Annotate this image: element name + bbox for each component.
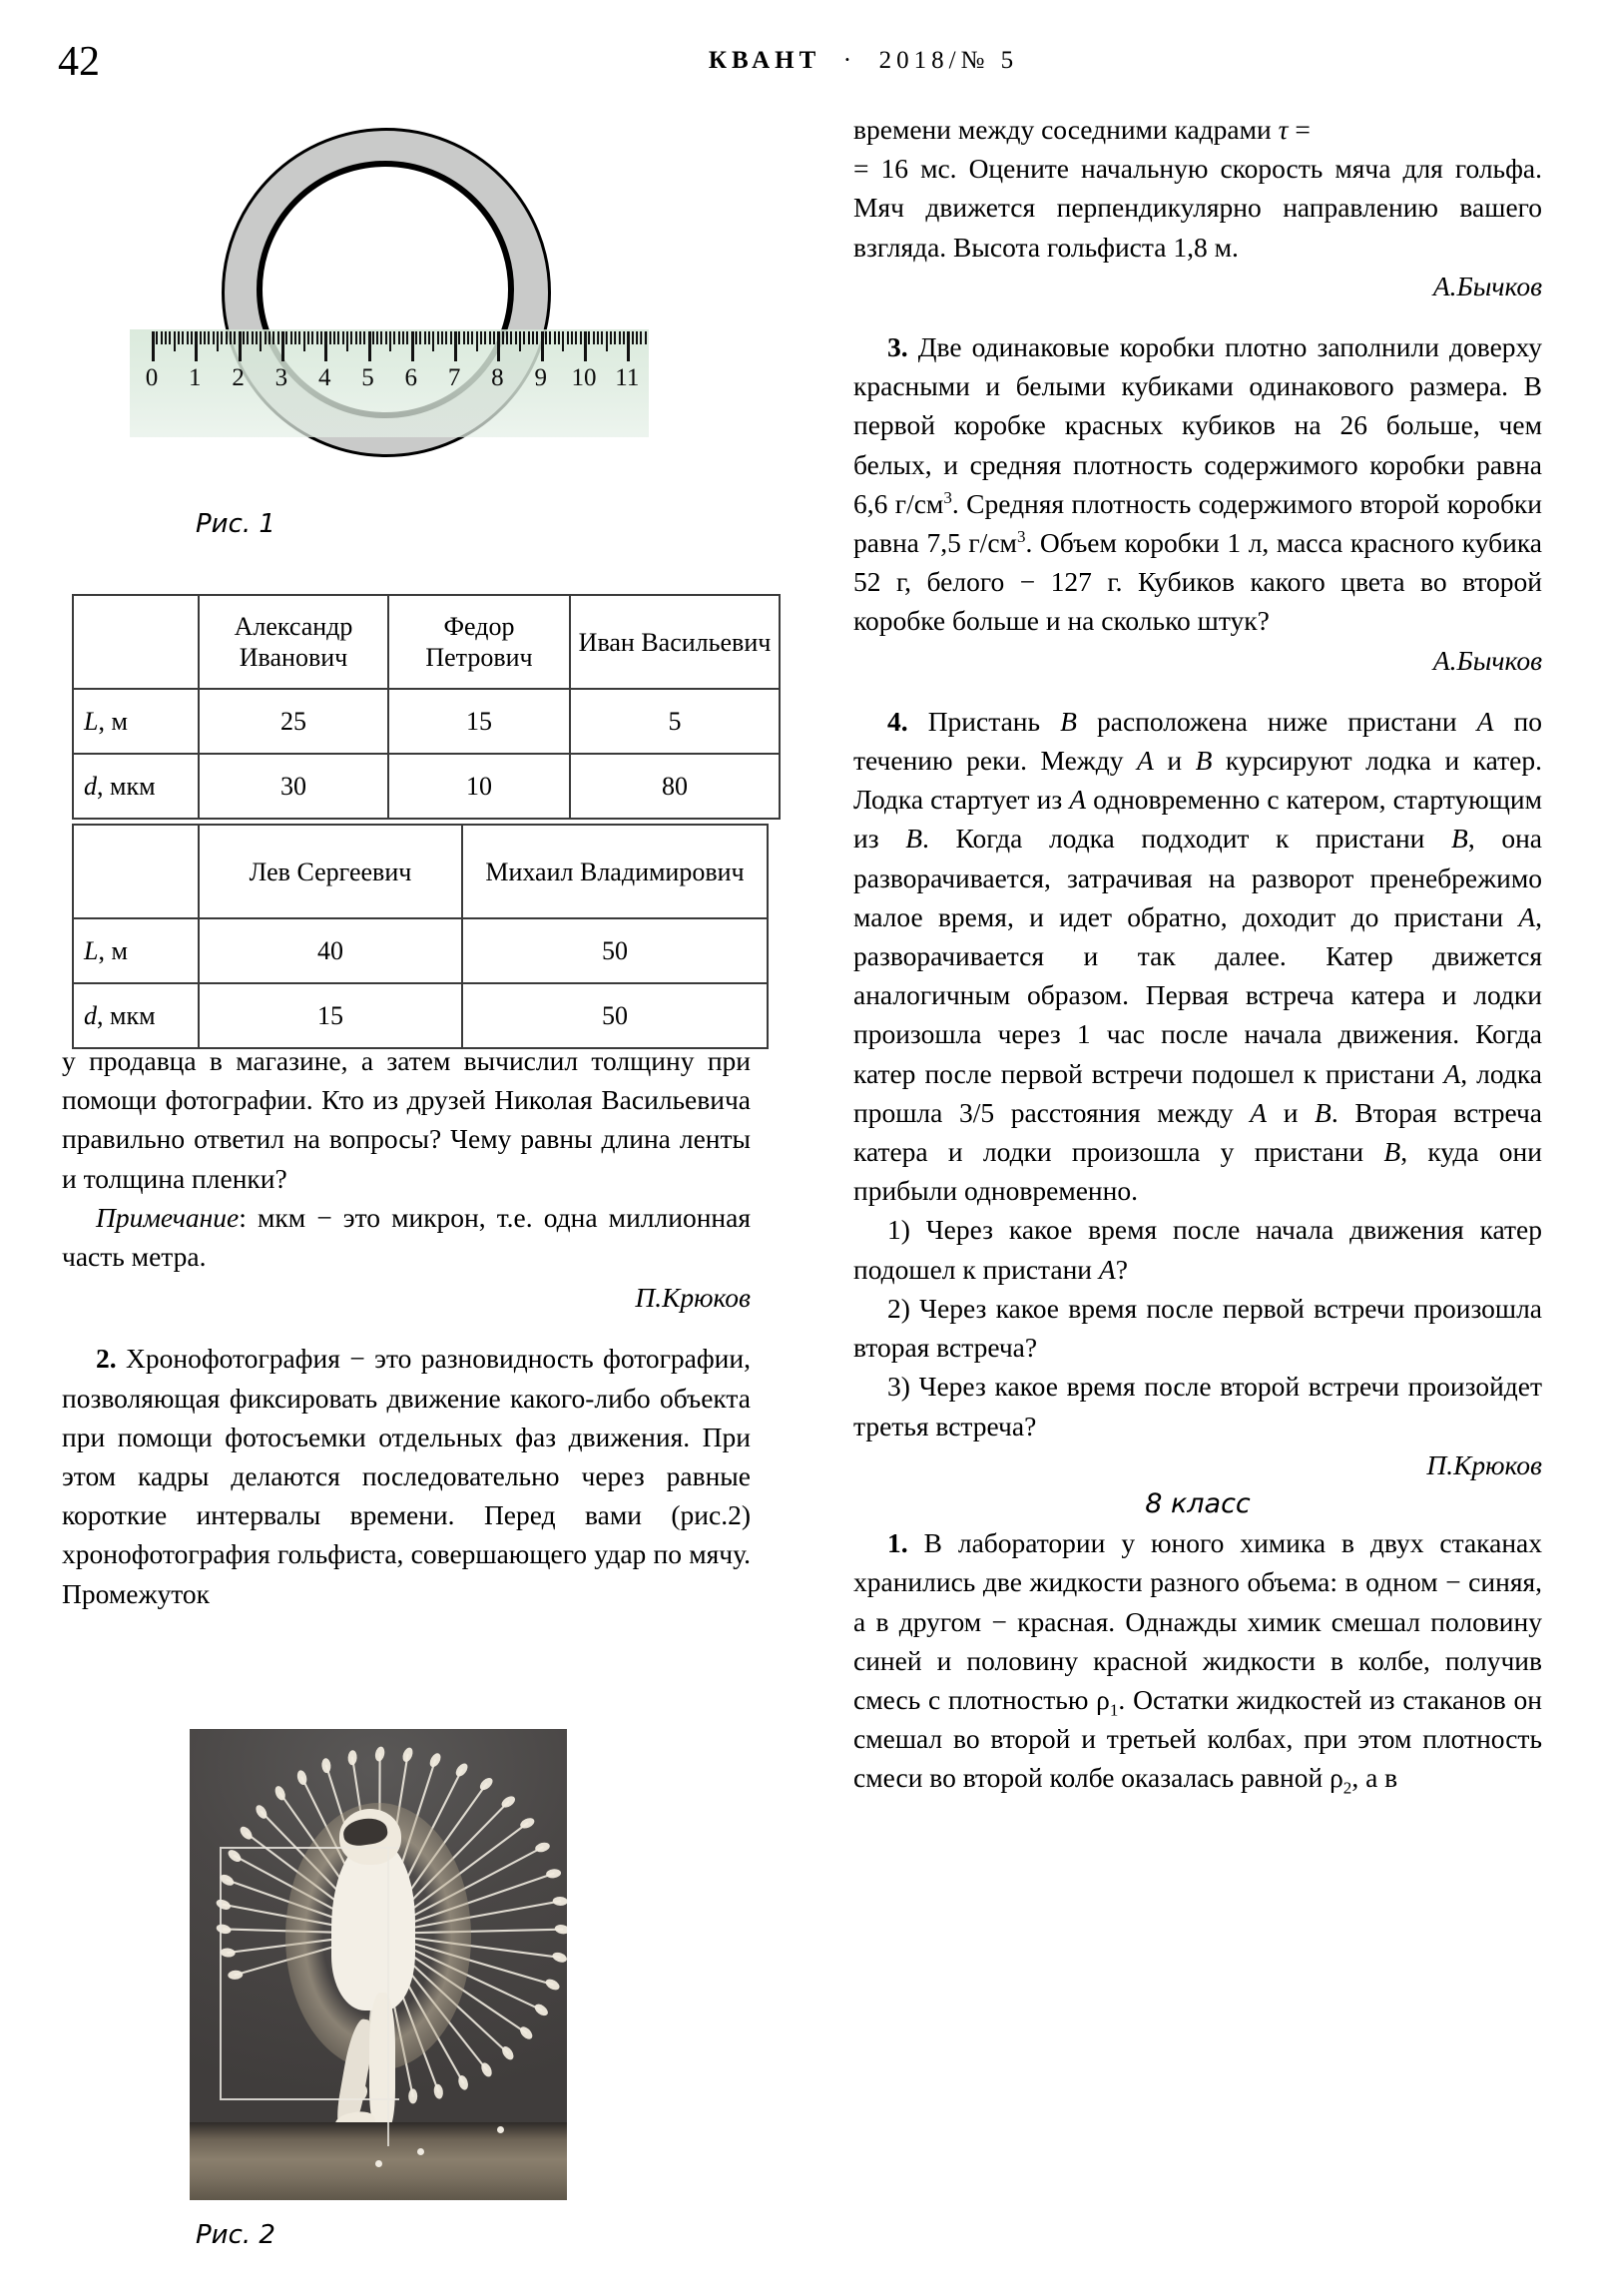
table-cell: 50 bbox=[462, 983, 768, 1048]
ruler-label-1: 1 bbox=[189, 364, 202, 391]
ruler-tick-minor bbox=[272, 331, 274, 344]
runhead-separator: · bbox=[842, 47, 857, 74]
ruler-tick-minor bbox=[350, 331, 352, 344]
exponent: 3 bbox=[1016, 526, 1026, 546]
golf-ball-mark bbox=[375, 2160, 382, 2167]
problem-author: П.Крюков bbox=[635, 1282, 751, 1314]
ruler-tick-minor bbox=[372, 331, 374, 344]
measurement-box-overlay bbox=[220, 1847, 399, 2100]
subquestion-number: 1) bbox=[887, 1214, 910, 1246]
ruler-tick-minor bbox=[506, 331, 508, 344]
text-run: , она разворачивается, затрачивая на разворот пренебрежимо малое время, и идет обратно, доходит до пристани bbox=[853, 823, 1542, 932]
page-number: 42 bbox=[58, 39, 100, 85]
ruler-tick-minor bbox=[519, 331, 521, 351]
club-head-trace bbox=[457, 2074, 470, 2091]
ruler-tick-minor bbox=[243, 331, 245, 344]
section-heading-grade: 8 класс bbox=[1145, 1487, 1251, 1519]
paragraph-note bbox=[62, 1198, 751, 1276]
problem-number: 3. bbox=[887, 331, 908, 363]
text-run: Пристань bbox=[907, 705, 1061, 737]
figure-2-chronophotograph bbox=[190, 1729, 567, 2200]
table-row bbox=[73, 983, 768, 1048]
ruler-tick-minor bbox=[303, 331, 305, 351]
ruler-tick-minor bbox=[406, 331, 408, 344]
measurement-vertical-line bbox=[387, 1847, 389, 2146]
ruler-tick-major bbox=[627, 331, 630, 361]
ruler-tick-minor bbox=[476, 331, 478, 351]
ruler-tick-minor bbox=[575, 331, 577, 344]
ruler-tick-minor bbox=[532, 331, 534, 344]
table-cell: 10 bbox=[388, 754, 570, 819]
text-run: , куда они прибыли одновременно. bbox=[853, 1136, 1542, 1207]
ruler-tick-minor bbox=[632, 331, 634, 344]
table-header-cell: Лев Сергеевич bbox=[199, 825, 462, 918]
ruler-tick-minor bbox=[636, 331, 638, 344]
ruler-tick-minor bbox=[558, 331, 560, 344]
ruler-tick-major bbox=[239, 331, 242, 361]
ruler-tick-marks bbox=[130, 329, 649, 363]
ruler-tick-minor bbox=[645, 331, 647, 344]
table-row bbox=[73, 754, 780, 819]
ruler-tick-minor bbox=[359, 331, 361, 344]
club-head-trace bbox=[551, 1951, 567, 1964]
ruler-tick-minor bbox=[419, 331, 421, 344]
text-run: и bbox=[1153, 745, 1196, 777]
ruler-tick-minor bbox=[208, 331, 210, 344]
ruler-tick-minor bbox=[204, 331, 206, 344]
tau-symbol: τ bbox=[1278, 114, 1289, 145]
problem-number: 1. bbox=[887, 1527, 908, 1559]
text-run: В лаборатории у юного химика в двух стаканах хранились две жидкости разного объема: в одном − синяя, а в другом − красная. Однажды химик смешал половину синей и половину красной жидкости в колбе, получив смесь с плотностью bbox=[853, 1527, 1542, 1715]
point-label-b: B bbox=[1315, 1096, 1331, 1128]
figure-2-caption: Рис. 2 bbox=[196, 2220, 275, 2250]
ruler-tick-minor bbox=[424, 331, 426, 344]
ruler-tick-minor bbox=[355, 331, 357, 344]
exponent: 3 bbox=[943, 487, 952, 507]
table-cell: 50 bbox=[462, 918, 768, 983]
ruler-number-labels bbox=[130, 363, 649, 403]
ruler-tick-minor bbox=[428, 331, 430, 344]
text-run: времени между соседними кадрами bbox=[853, 114, 1279, 145]
ruler-tick-minor bbox=[156, 331, 158, 344]
club-head-trace bbox=[534, 1841, 551, 1854]
club-head-trace bbox=[347, 1750, 357, 1765]
table-header-cell: Иван Васильевич bbox=[570, 595, 780, 689]
rho-subscript: 1 bbox=[1109, 1700, 1119, 1720]
text-run: ? bbox=[1115, 1253, 1128, 1285]
club-head-trace bbox=[321, 1758, 331, 1774]
ruler-tick-minor bbox=[415, 331, 417, 344]
table-row bbox=[73, 595, 780, 689]
ruler-tick-minor bbox=[554, 331, 556, 344]
ruler-label-3: 3 bbox=[274, 364, 288, 391]
ruler-label-0: 0 bbox=[145, 364, 159, 391]
club-head-trace bbox=[478, 1776, 495, 1793]
club-head-trace bbox=[427, 1751, 442, 1768]
ruler-tick-minor bbox=[562, 331, 564, 351]
table-friends-1 bbox=[72, 594, 781, 820]
ruler-tick-minor bbox=[226, 331, 228, 344]
ruler-tick-minor bbox=[178, 331, 180, 344]
ruler-tick-minor bbox=[277, 331, 279, 344]
ruler-tick-minor bbox=[320, 331, 322, 344]
ruler-tick-minor bbox=[528, 331, 530, 344]
point-label-a: A bbox=[1069, 784, 1087, 816]
golf-ball-mark bbox=[417, 2148, 424, 2155]
ruler-tick-minor bbox=[316, 331, 318, 344]
ruler-tick-minor bbox=[298, 331, 300, 344]
ruler-tick-minor bbox=[593, 331, 595, 344]
ruler-tick-minor bbox=[200, 331, 202, 344]
runhead-issue: 2018/№ 5 bbox=[878, 47, 1019, 74]
ruler-tick-minor bbox=[265, 331, 266, 344]
table-row-label: d, мкм bbox=[73, 983, 199, 1048]
ruler-tick-minor bbox=[437, 331, 439, 344]
ruler-tick-minor bbox=[290, 331, 292, 344]
ruler-tick-minor bbox=[230, 331, 232, 344]
ruler-tick-minor bbox=[610, 331, 612, 344]
ruler-tick-minor bbox=[389, 331, 391, 351]
ruler-label-8: 8 bbox=[491, 364, 504, 391]
subquestion-3 bbox=[853, 1367, 1542, 1444]
table-row-label: d, мкм bbox=[73, 754, 199, 819]
running-head bbox=[0, 44, 1597, 78]
ruler-tick-minor bbox=[217, 331, 219, 351]
table-cell: 5 bbox=[570, 689, 780, 754]
ruler-tick-minor bbox=[333, 331, 335, 344]
text-run: одновременно с катером, стартующим из bbox=[853, 784, 1542, 855]
ruler-tick-minor bbox=[510, 331, 512, 344]
paragraph-continuation-2: = 16 мс. Оцените начальную скорость мяча для гольфа. Мяч движется перпендикулярно направлению вашего взгляда. Высота гольфиста 1,8 м. bbox=[853, 153, 1542, 263]
problem-body-c: . Объем коробки 1 л, масса красного кубика 52 г, белого − 127 г. Кубиков какого цвета во второй коробке больше и на сколько штук? bbox=[853, 527, 1542, 637]
problem-number: 2. bbox=[96, 1343, 117, 1375]
ruler-tick-minor bbox=[463, 331, 465, 344]
table-header-cell: Александр Иванович bbox=[199, 595, 388, 689]
ruler-tick-minor bbox=[515, 331, 517, 344]
ruler-tick-major bbox=[152, 331, 155, 361]
ruler-label-2: 2 bbox=[232, 364, 245, 391]
ruler-tick-minor bbox=[467, 331, 469, 344]
subquestion-number: 3) bbox=[887, 1371, 910, 1403]
ruler-tick-minor bbox=[234, 331, 236, 344]
ruler-tick-minor bbox=[545, 331, 547, 344]
ruler-tick-minor bbox=[307, 331, 309, 344]
ruler-tick-minor bbox=[285, 331, 287, 344]
ruler-tick-minor bbox=[161, 331, 163, 344]
ruler-tick-minor bbox=[182, 331, 184, 344]
ruler-tick-minor bbox=[174, 331, 176, 351]
ruler-tick-minor bbox=[252, 331, 254, 344]
figure-1-caption: Рис. 1 bbox=[196, 509, 275, 539]
ruler-tick-minor bbox=[363, 331, 365, 344]
point-label-b: B bbox=[1451, 823, 1468, 855]
ruler-tick-minor bbox=[489, 331, 491, 344]
ruler-tick-major bbox=[497, 331, 500, 361]
club-head-trace bbox=[546, 1868, 562, 1879]
club-head-trace bbox=[518, 2024, 535, 2041]
rho-symbol: ρ bbox=[1096, 1683, 1110, 1715]
ruler-label-10: 10 bbox=[571, 364, 597, 391]
ruler-tick-minor bbox=[640, 331, 642, 344]
ruler-tick-minor bbox=[601, 331, 603, 344]
ruler-tick-minor bbox=[268, 331, 270, 344]
paragraph-continuation bbox=[853, 110, 1542, 149]
problem-body-b: . Средняя плотность содержимого второй коробки равна 7,5 г/см bbox=[853, 487, 1543, 559]
ruler bbox=[130, 329, 649, 437]
ruler-tick-minor bbox=[380, 331, 382, 344]
ruler-label-11: 11 bbox=[615, 364, 640, 391]
ruler-tick-minor bbox=[213, 331, 215, 344]
ruler-tick-major bbox=[541, 331, 544, 361]
ruler-tick-minor bbox=[337, 331, 339, 344]
point-label-b: B bbox=[905, 823, 923, 855]
ruler-tick-minor bbox=[398, 331, 400, 344]
ruler-tick-minor bbox=[480, 331, 482, 344]
table-row bbox=[73, 825, 768, 918]
table-corner-cell bbox=[73, 595, 199, 689]
table-header-cell: Михаил Владимирович bbox=[462, 825, 768, 918]
figure-1-tape-roll-on-ruler bbox=[130, 118, 649, 517]
right-column-text bbox=[853, 110, 1542, 1798]
ruler-tick-minor bbox=[329, 331, 331, 344]
ruler-tick-minor bbox=[393, 331, 395, 344]
club-head-trace bbox=[238, 1825, 255, 1842]
ruler-tick-minor bbox=[294, 331, 296, 344]
club-head-trace bbox=[544, 1977, 561, 1992]
club-head-trace bbox=[295, 1769, 307, 1786]
text-run: . Вторая встреча катера и лодки произошла у пристани bbox=[853, 1096, 1542, 1168]
problem-author: А.Бычков bbox=[1432, 644, 1542, 676]
text-run: = bbox=[1288, 114, 1311, 145]
note-label: Примечание bbox=[96, 1201, 240, 1233]
text-run: , а в bbox=[1351, 1762, 1398, 1794]
problem-body: Хронофотография − это разновидность фотографии, позволяющая фиксировать движение какого-либо объекта при помощи фотосъемки отдельных фаз движения. При этом кадры делаются последовательно через равные короткие интервалы времени. Перед вами (рис.2) хронофотография гольфиста, совершающего удар по мячу. Промежуток bbox=[62, 1343, 751, 1609]
club-head-trace bbox=[554, 1924, 567, 1936]
point-label-b: B bbox=[1060, 705, 1077, 737]
text-run: курсируют лодка и катер. Лодка стартует из bbox=[853, 745, 1543, 816]
point-label-a: A bbox=[1443, 1057, 1461, 1089]
table-friends-2 bbox=[72, 824, 769, 1049]
text-run: , разворачивается и так далее. Катер движется аналогичным образом. Первая встреча катера и лодки произошла через 1 час после начала движения. Когда катер после первой встречи подошел к пристани bbox=[853, 900, 1542, 1089]
page-header bbox=[0, 38, 1597, 86]
problem-author: П.Крюков bbox=[1426, 1448, 1542, 1480]
ruler-tick-major bbox=[454, 331, 457, 361]
ruler-tick-minor bbox=[536, 331, 538, 344]
ruler-tick-minor bbox=[606, 331, 608, 351]
ruler-tick-minor bbox=[567, 331, 569, 344]
problem-number: 4. bbox=[887, 705, 908, 737]
ruler-tick-major bbox=[195, 331, 198, 361]
text-run: . Когда лодка подходит к пристани bbox=[922, 823, 1452, 855]
ruler-tick-minor bbox=[187, 331, 189, 344]
ruler-tick-minor bbox=[445, 331, 447, 344]
ruler-tick-major bbox=[281, 331, 284, 361]
table-cell: 15 bbox=[388, 689, 570, 754]
golf-ball-mark bbox=[497, 2126, 504, 2133]
rho-subscript: 2 bbox=[1342, 1778, 1352, 1798]
table-row bbox=[73, 689, 780, 754]
ruler-tick-minor bbox=[619, 331, 621, 344]
ruler-tick-minor bbox=[588, 331, 590, 344]
problem-2 bbox=[62, 1339, 751, 1612]
text-run: Через какое время после первой встречи произошла вторая встреча? bbox=[853, 1292, 1542, 1364]
club-head-trace bbox=[533, 2002, 550, 2017]
ruler-label-7: 7 bbox=[447, 364, 461, 391]
ruler-label-6: 6 bbox=[404, 364, 418, 391]
club-head-trace bbox=[374, 1746, 386, 1763]
table-cell: 30 bbox=[199, 754, 388, 819]
table-header-cell: Федор Петрович bbox=[388, 595, 570, 689]
ruler-label-5: 5 bbox=[361, 364, 374, 391]
point-label-a: A bbox=[1098, 1253, 1116, 1285]
subquestion-2 bbox=[853, 1289, 1542, 1367]
ruler-label-9: 9 bbox=[534, 364, 547, 391]
ruler-tick-major bbox=[411, 331, 414, 361]
table-row-label: L, м bbox=[73, 689, 199, 754]
ruler-tick-minor bbox=[221, 331, 223, 344]
ruler-tick-minor bbox=[571, 331, 573, 344]
text-run: расположена ниже пристани bbox=[1076, 705, 1477, 737]
ruler-tick-minor bbox=[614, 331, 616, 344]
ruler-tick-minor bbox=[493, 331, 495, 344]
table-corner-cell bbox=[73, 825, 199, 918]
ruler-tick-minor bbox=[549, 331, 551, 344]
rho-symbol: ρ bbox=[1330, 1762, 1343, 1794]
subquestion-number: 2) bbox=[887, 1292, 910, 1324]
point-label-b: B bbox=[1383, 1136, 1401, 1168]
table-row-label: L, м bbox=[73, 918, 199, 983]
left-column-text bbox=[62, 1041, 751, 1613]
ruler-tick-minor bbox=[623, 331, 625, 344]
ruler-tick-minor bbox=[432, 331, 434, 351]
text-run: и bbox=[1267, 1096, 1316, 1128]
note-text: : мкм − это микрон, т.е. одна миллионная часть метра. bbox=[62, 1201, 751, 1273]
paragraph-continuation: у продавца в магазине, а затем вычислил толщину при помощи фотографии. Кто из друзей Николая Васильевича правильно ответил на вопросы? Чему равны длина ленты и толщина пленки? bbox=[62, 1045, 751, 1194]
runhead-journal: КВАНТ bbox=[708, 47, 821, 74]
table-cell: 80 bbox=[570, 754, 780, 819]
ruler-tick-minor bbox=[441, 331, 443, 344]
problem-3 bbox=[853, 327, 1542, 641]
ruler-tick-minor bbox=[247, 331, 249, 344]
ruler-tick-minor bbox=[376, 331, 378, 344]
ruler-tick-minor bbox=[402, 331, 404, 344]
ruler-tick-minor bbox=[191, 331, 193, 344]
table-cell: 40 bbox=[199, 918, 462, 983]
point-label-a: A bbox=[1137, 745, 1154, 777]
club-head-trace bbox=[453, 1761, 469, 1778]
ruler-tick-minor bbox=[165, 331, 167, 344]
ruler-tick-minor bbox=[342, 331, 344, 344]
ruler-tick-minor bbox=[260, 331, 262, 351]
ruler-tick-minor bbox=[256, 331, 258, 344]
text-run: по течению реки. Между bbox=[853, 705, 1542, 777]
ruler-label-4: 4 bbox=[317, 364, 331, 391]
ruler-tick-minor bbox=[450, 331, 452, 344]
ruler-tick-minor bbox=[580, 331, 582, 344]
problem-8-1 bbox=[853, 1523, 1542, 1797]
point-label-a: A bbox=[1518, 900, 1536, 932]
ruler-tick-minor bbox=[502, 331, 504, 344]
ruler-tick-minor bbox=[385, 331, 387, 344]
ruler-tick-minor bbox=[346, 331, 348, 351]
point-label-a: A bbox=[1476, 705, 1494, 737]
text-run: Через какое время после второй встречи произойдет третья встреча? bbox=[853, 1371, 1542, 1441]
ruler-tick-minor bbox=[471, 331, 473, 344]
ruler-tick-minor bbox=[458, 331, 460, 344]
ruler-tick-minor bbox=[484, 331, 486, 344]
problem-body-a: Две одинаковые коробки плотно заполнили доверху красными и белыми кубиками одинакового размера. В первой коробке красных кубиков на 26 больше, чем белых, и средняя плотность содержимого коробки равна 6,6 г/см bbox=[853, 331, 1542, 519]
problem-author: А.Бычков bbox=[1432, 270, 1542, 301]
table-row bbox=[73, 918, 768, 983]
ruler-tick-major bbox=[324, 331, 327, 361]
text-run: . Остатки жидкостей из стаканов он смешал во второй и третьей колбах, при этом плотность смеси во второй колбе оказалась равной bbox=[853, 1683, 1542, 1794]
point-label-b: B bbox=[1195, 745, 1213, 777]
club-head-trace bbox=[553, 1897, 567, 1906]
problem-4 bbox=[853, 702, 1542, 1211]
table-cell: 25 bbox=[199, 689, 388, 754]
ruler-tick-minor bbox=[169, 331, 171, 344]
text-run: , лодка прошла 3/5 расстояния между bbox=[853, 1057, 1542, 1128]
ruler-tick-minor bbox=[597, 331, 599, 344]
ruler-tick-minor bbox=[523, 331, 525, 344]
point-label-a: A bbox=[1250, 1096, 1268, 1128]
subquestion-1 bbox=[853, 1210, 1542, 1288]
text-run: Через какое время после начала движения катер подошел к пристани bbox=[853, 1214, 1542, 1285]
club-head-trace bbox=[401, 1746, 415, 1763]
table-cell: 15 bbox=[199, 983, 462, 1048]
ruler-tick-major bbox=[584, 331, 587, 361]
ruler-tick-major bbox=[368, 331, 371, 361]
ruler-tick-minor bbox=[311, 331, 313, 344]
